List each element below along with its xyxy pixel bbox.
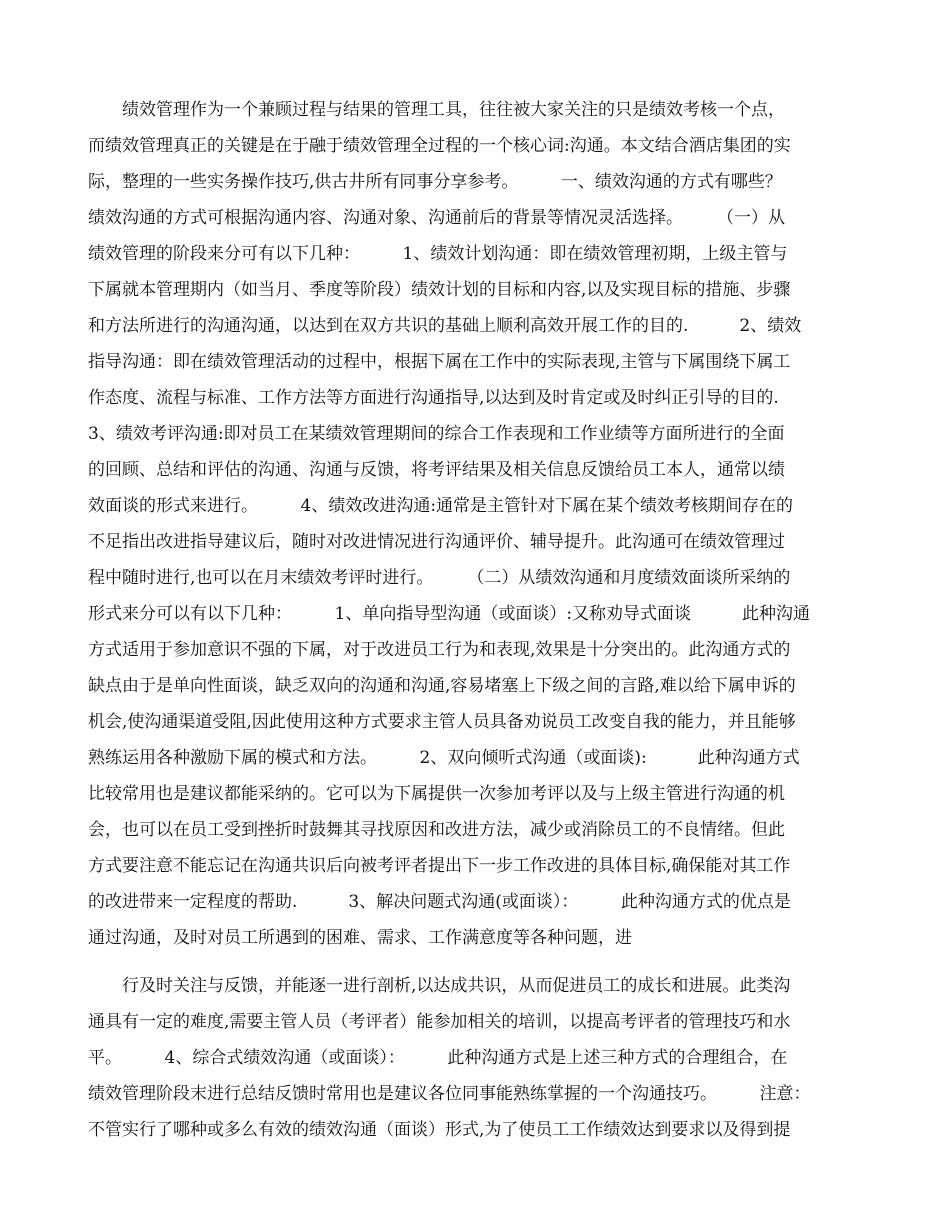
text-line: 绩效管理阶段末进行总结反馈时常用也是建议各位同事能熟练掌握的一个沟通技巧。 注意： <box>88 1084 811 1104</box>
text-line: 行及时关注与反馈，并能逐一进行剖析,以达成共识，从而促进员工的成长和进展。此类沟 <box>88 976 791 996</box>
text-line: 不管实行了哪种或多么有效的绩效沟通（面谈）形式,为了使员工工作绩效达到要求以及得到提 <box>88 1120 791 1140</box>
text-line: 的回顾、总结和评估的沟通、沟通与反馈，将考评结果及相关信息反馈给员工本人，通常以绩 <box>88 460 785 480</box>
text-line: 会，也可以在员工受到挫折时鼓舞其寻找原因和改进方法，减少或消除员工的不良情绪。但此 <box>88 820 785 840</box>
text-line: 效面谈的形式来进行。 4、绩效改进沟通:通常是主管针对下属在某个绩效考核期间存在的 <box>88 496 794 516</box>
text-line: 3、绩效考评沟通:即对员工在某绩效管理期间的综合工作表现和工作业绩等方面所进行的全面 <box>88 424 785 444</box>
text-line: 机会,使沟通渠道受阻,因此使用这种方式要求主管人员具备劝说员工改变自我的能力，并且能够 <box>88 712 796 732</box>
text-line: 而绩效管理真正的关键是在于融于绩效管理全过程的一个核心词:沟通。本文结合酒店集团的实 <box>88 136 791 156</box>
text-line: 和方法所进行的沟通沟通，以达到在双方共识的基础上顺利高效开展工作的目的. 2、绩效 <box>88 316 802 336</box>
text-line: 绩效沟通的方式可根据沟通内容、沟通对象、沟通前后的背景等情况灵活选择。 （一）从 <box>88 208 785 228</box>
text-line: 熟练运用各种激励下属的模式和方法。 2、双向倾听式沟通（或面谈): 此种沟通方式 <box>88 748 800 768</box>
text-line: 指导沟通：即在绩效管理活动的过程中，根据下属在工作中的实际表现,主管与下属围绕下属工 <box>88 352 791 372</box>
text-line: 程中随时进行,也可以在月末绩效考评时进行。 （二）从绩效沟通和月度绩效面谈所采纳的 <box>88 568 791 588</box>
text-line: 通过沟通，及时对员工所遇到的困难、需求、工作满意度等各种问题，进 <box>88 928 632 948</box>
text-line: 比较常用也是建议都能采纳的。它可以为下属提供一次参加考评以及与上级主管进行沟通的机 <box>88 784 785 804</box>
text-line: 不足指出改进指导建议后，随时对改进情况进行沟通评价、辅导提升。此沟通可在绩效管理过 <box>88 532 785 552</box>
text-line: 绩效管理的阶段来分可有以下几种： 1、绩效计划沟通：即在绩效管理初期，上级主管与 <box>88 244 788 264</box>
text-line: 作态度、流程与标准、工作方法等方面进行沟通指导,以达到及时肯定或及时纠正引导的目的. <box>88 388 779 408</box>
text-line: 绩效管理作为一个兼顾过程与结果的管理工具，往往被大家关注的只是绩效考核一个点， <box>88 100 785 120</box>
text-line: 通具有一定的难度,需要主管人员（考评者）能参加相关的培训，以提高考评者的管理技巧和水 <box>88 1012 791 1032</box>
text-line: 方式适用于参加意识不强的下属，对于改进员工行为和表现,效果是十分突出的。此沟通方式的 <box>88 640 791 660</box>
text-line: 的改进带来一定程度的帮助. 3、解决问题式沟通(或面谈）： 此种沟通方式的优点是 <box>88 892 791 912</box>
text-line: 际，整理的一些实务操作技巧,供古井所有同事分享参考。 一、绩效沟通的方式有哪些？ <box>88 172 782 192</box>
text-line: 下属就本管理期内（如当月、季度等阶段）绩效计划的目标和内容,以及实现目标的措施、步骤 <box>88 280 791 300</box>
text-line: 缺点由于是单向性面谈，缺乏双向的沟通和沟通,容易堵塞上下级之间的言路,难以给下属申诉的 <box>88 676 796 696</box>
text-line: 形式来分可以有以下几种： 1、单向指导型沟通（或面谈）:又称劝导式面谈 此种沟通 <box>88 604 811 624</box>
text-line: 平。 4、综合式绩效沟通（或面谈）： 此种沟通方式是上述三种方式的合理组合，在 <box>88 1048 788 1068</box>
text-line: 方式要注意不能忘记在沟通共识后向被考评者提出下一步工作改进的具体目标,确保能对其工作 <box>88 856 791 876</box>
